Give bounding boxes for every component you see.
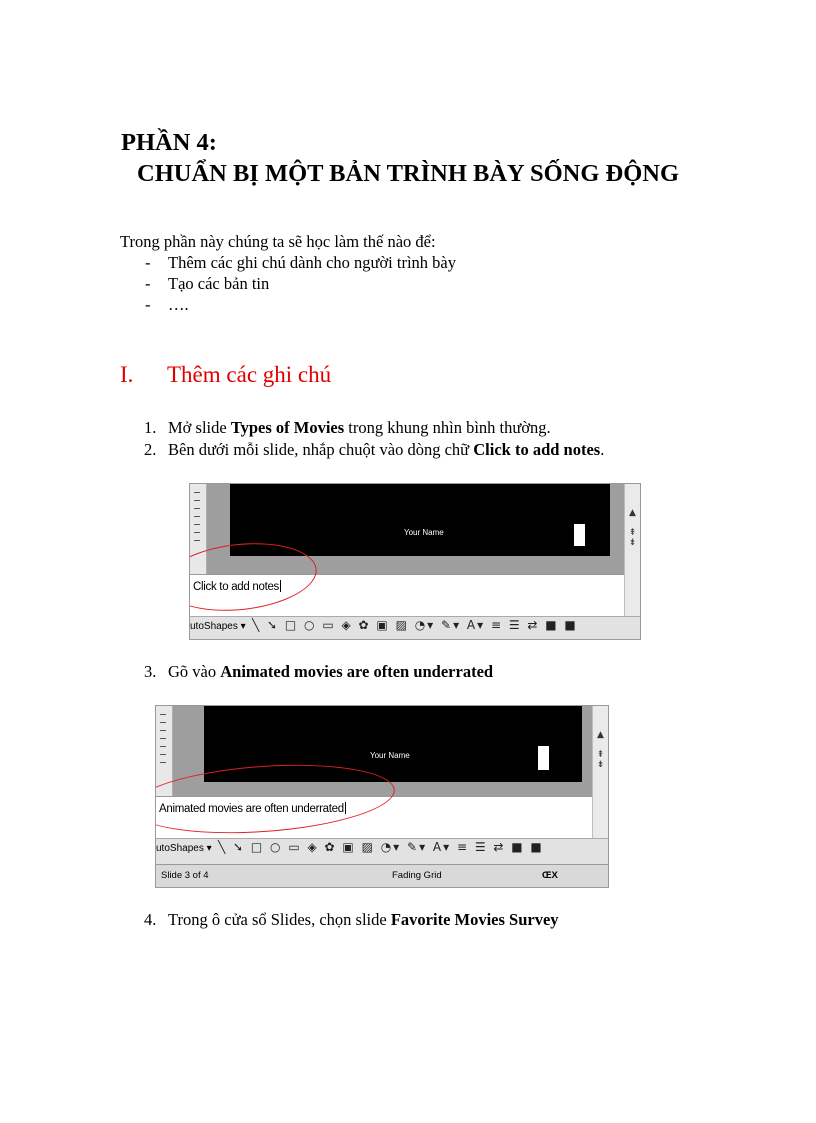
scroll-up-icon[interactable]: ▲ <box>597 730 604 740</box>
notes-text[interactable]: Animated movies are often underrated <box>159 803 344 815</box>
notes-scrollbar[interactable] <box>624 574 640 616</box>
list-item <box>120 294 456 315</box>
text-cursor-icon <box>280 580 281 592</box>
drawing-tools-icons[interactable]: ╲ ➘ □ ○ ▭ ◈ ✿ ▣ ▨ ◔▾ ✎▾ A▾ ≡ ☰ ⇄ ■ ■ <box>218 840 544 854</box>
section-heading <box>120 362 331 388</box>
notes-placeholder[interactable]: Click to add notes <box>193 581 280 593</box>
title-line-2: CHUẨN BỊ MỘT BẢN TRÌNH BÀY SỐNG ĐỘNG <box>137 159 680 187</box>
section-title: Thêm các ghi chú <box>167 362 332 387</box>
step-bold-text: Animated movies are often underrated <box>220 662 494 681</box>
step-number: 3. <box>144 662 157 681</box>
step-number: 2. <box>144 440 157 459</box>
status-bar <box>156 864 608 887</box>
scroll-page-icon[interactable]: ⇞ ⇟ <box>596 750 605 770</box>
step-number: 1. <box>144 418 157 437</box>
slide-name-text: Your Name <box>404 528 444 537</box>
step-text: Bên dưới mỗi slide, nhắp chuột vào dòng chữ <box>168 440 474 459</box>
intro-text: Trong phần này chúng ta sẽ học làm thế nào để: <box>120 232 436 251</box>
page-title <box>121 128 679 189</box>
drawing-toolbar <box>156 838 608 865</box>
slide-thumbnail[interactable] <box>204 706 582 782</box>
slide-logo-icon <box>538 746 549 770</box>
step-number: 4. <box>144 910 157 929</box>
status-design-name: Fading Grid <box>392 870 442 881</box>
step-text-end: trong khung nhìn bình thường. <box>344 418 551 437</box>
dash-marker: - <box>145 274 151 293</box>
notes-scrollbar[interactable] <box>592 796 608 838</box>
list-item <box>120 273 456 294</box>
screenshot-notes-empty <box>189 483 641 640</box>
step-text: Mở slide <box>168 418 231 437</box>
vertical-scrollbar[interactable] <box>592 706 608 796</box>
autoshapes-menu[interactable]: utoShapes ▾ <box>190 621 246 632</box>
step-4 <box>144 910 559 930</box>
slide-logo-icon <box>574 524 585 546</box>
text-cursor-icon <box>345 802 346 814</box>
intro-list <box>120 252 456 315</box>
list-item-text: Thêm các ghi chú dành cho người trình bày <box>168 253 457 272</box>
slide-name-text: Your Name <box>370 751 410 760</box>
list-item <box>120 252 456 273</box>
notes-pane[interactable] <box>156 796 592 840</box>
step-bold-text: Favorite Movies Survey <box>390 910 559 929</box>
status-slide-count: Slide 3 of 4 <box>161 870 209 881</box>
screenshot-notes-typed <box>155 705 609 888</box>
scroll-up-icon[interactable]: ▲ <box>629 508 636 518</box>
slide-thumbnail[interactable] <box>230 484 610 556</box>
section-number: I. <box>120 362 134 387</box>
step-3 <box>144 662 493 682</box>
step-text: Trong ô cửa sổ Slides, chọn slide <box>168 910 391 929</box>
list-item-text: …. <box>168 295 189 314</box>
status-spelling-icon: ŒX <box>542 870 558 881</box>
notes-pane[interactable] <box>190 574 624 618</box>
list-item-text: Tạo các bản tin <box>168 274 270 293</box>
step-text-end: . <box>600 440 605 459</box>
title-line-1: PHẦN 4: <box>121 129 217 156</box>
vertical-scrollbar[interactable] <box>624 484 640 574</box>
drawing-toolbar <box>190 616 640 640</box>
dash-marker: - <box>145 253 151 272</box>
drawing-tools-icons[interactable]: ╲ ➘ □ ○ ▭ ◈ ✿ ▣ ▨ ◔▾ ✎▾ A▾ ≡ ☰ ⇄ ■ ■ <box>252 618 578 632</box>
scroll-page-icon[interactable]: ⇞ ⇟ <box>628 528 637 548</box>
step-text: Gõ vào <box>168 662 221 681</box>
step-bold-text: Types of Movies <box>230 418 345 437</box>
intro-block <box>120 231 456 315</box>
step-bold-text: Click to add notes <box>473 440 601 459</box>
step-1 <box>144 418 551 438</box>
step-2 <box>144 440 604 460</box>
dash-marker: - <box>145 295 151 314</box>
autoshapes-menu[interactable]: utoShapes ▾ <box>156 843 212 854</box>
